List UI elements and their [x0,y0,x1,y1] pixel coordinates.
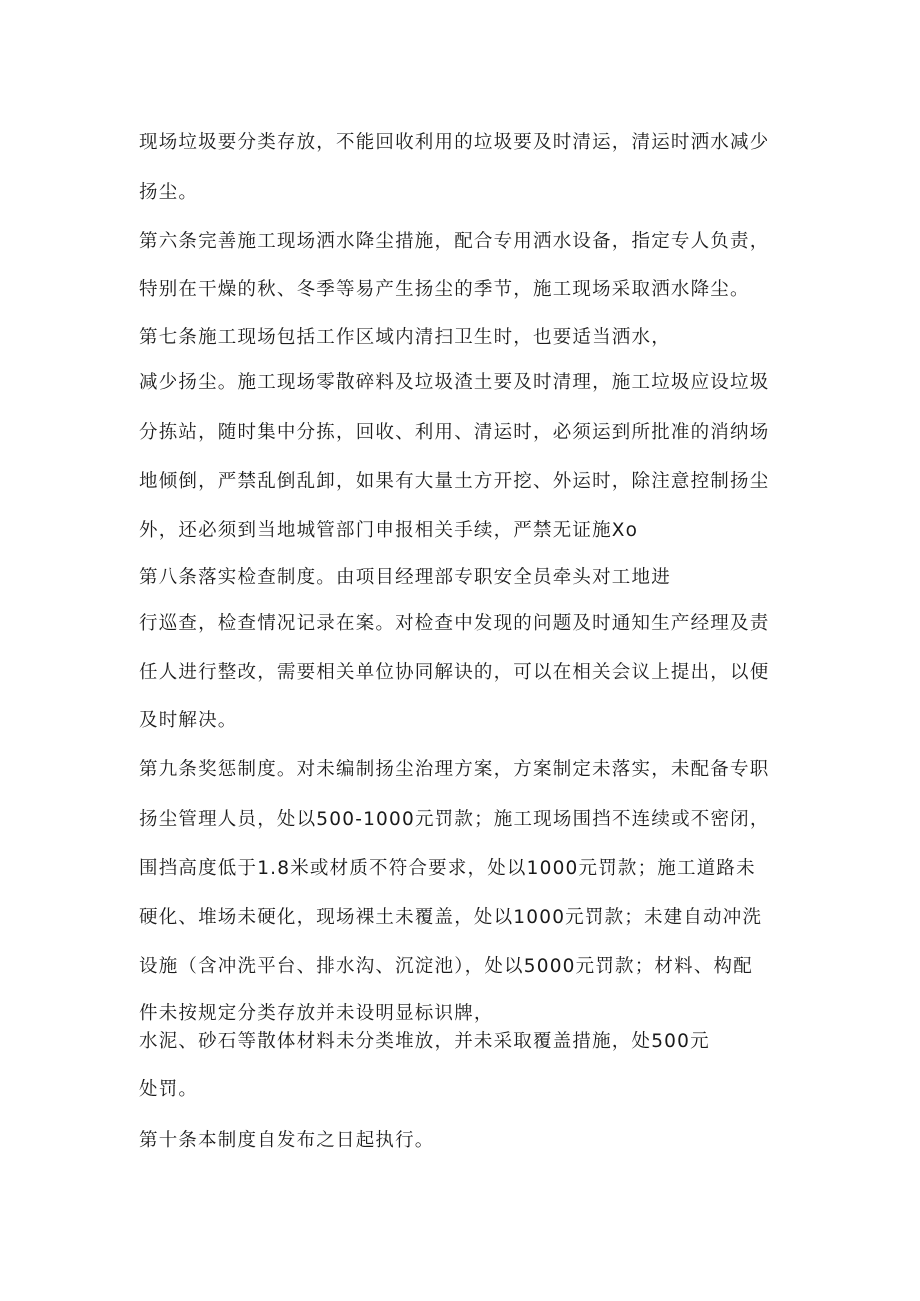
paragraph-line: 现场垃圾要分类存放，不能回收利用的垃圾要及时清运，清运时洒水减少 [139,132,770,153]
paragraph-line: 行巡查，检查情况记录在案。对检查中发现的问题及时通知生产经理及责 [139,613,770,634]
paragraph-line: 硬化、堆场未硬化，现场裸土未覆盖，处以1000元罚款；未建自动冲洗 [139,907,763,928]
paragraph-line: 设施（含冲洗平台、排水沟、沉淀池），处以5000元罚款；材料、构配 [139,956,753,977]
paragraph-line: 分拣站，随时集中分拣，回收、利用、清运时，必须运到所批准的消纳场 [139,422,770,443]
paragraph-line: 处罚。 [139,1079,199,1100]
paragraph-line: 减少扬尘。施工现场零散碎料及垃圾渣土要及时清理，施工垃圾应设垃圾 [139,372,770,393]
paragraph-line: 第七条施工现场包括工作区域内清扫卫生时，也要适当洒水， [139,327,671,348]
paragraph-line: 扬尘管理人员，处以500-1000元罚款；施工现场围挡不连续或不密闭， [139,809,770,830]
paragraph-line: 第八条落实检查制度。由项目经理部专职安全员牵头对工地进 [139,567,671,588]
paragraph-line: 任人进行整改，需要相关单位协同解诀的，可以在相关会议上提出，以便 [139,662,770,683]
paragraph-line: 围挡高度低于1.8米或材质不符合要求，处以1000元罚款；施工道路未 [139,858,756,879]
paragraph-line: 及时解决。 [139,710,238,731]
paragraph-line: 特别在干燥的秋、冬季等易产生扬尘的季节，施工现场采取洒水降尘。 [139,279,750,300]
paragraph-line: 外，还必须到当地城管部门申报相关手续，严禁无证施Xo [139,520,639,541]
paragraph-line: 第六条完善施工现场洒水降尘措施，配合专用洒水设备，指定专人负责， [139,231,770,252]
paragraph-line: 件未按规定分类存放并未设明显标识牌， [139,1003,494,1024]
paragraph-line: 第十条本制度自发布之日起执行。 [139,1130,435,1151]
paragraph-line: 地倾倒，严禁乱倒乱卸，如果有大量土方开挖、外运时，除注意控制扬尘 [139,471,770,492]
paragraph-line: 水泥、砂石等散体材料未分类堆放，并未采取覆盖措施，处500元 [139,1031,710,1052]
paragraph-line: 扬尘。 [139,182,199,203]
paragraph-line: 第九条奖惩制度。对未编制扬尘治理方案，方案制定未落实，未配备专职 [139,759,770,780]
